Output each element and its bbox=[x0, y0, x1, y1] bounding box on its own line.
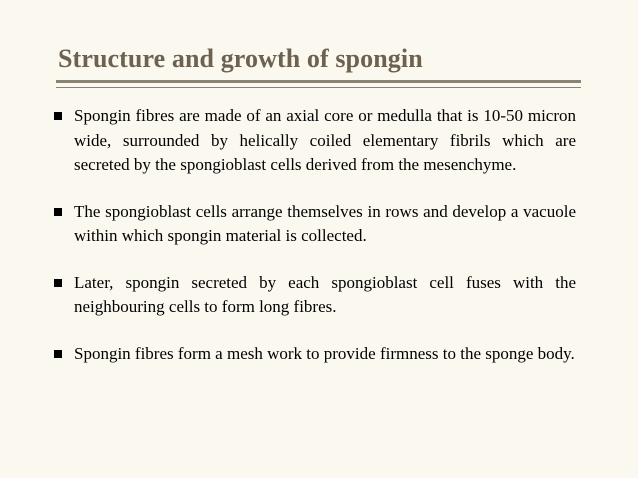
title-underline-thin bbox=[56, 87, 581, 88]
square-bullet-icon bbox=[54, 350, 62, 358]
title-underline-thick bbox=[56, 80, 581, 83]
bullet-item bbox=[54, 104, 576, 178]
bullet-text: Later, spongin secreted by each spongioblast cell fuses with the neighbouring cells to form long fibres. bbox=[74, 272, 576, 316]
square-bullet-icon bbox=[54, 112, 62, 120]
bullet-item bbox=[54, 200, 576, 249]
bullet-list bbox=[54, 104, 576, 388]
bullet-text: Spongin fibres are made of an axial core or medulla that is 10-50 micron wide, surrounded by helically coiled elementary fibrils which are secreted by the spongioblast cells derived from the mesenchyme. bbox=[74, 106, 576, 174]
bullet-text: The spongioblast cells arrange themselves in rows and develop a vacuole within which spongin material is collected. bbox=[74, 201, 576, 245]
bullet-item bbox=[54, 271, 576, 320]
bullet-text: Spongin fibres form a mesh work to provide firmness to the sponge body. bbox=[74, 343, 575, 363]
square-bullet-icon bbox=[54, 279, 62, 287]
slide-title: Structure and growth of spongin bbox=[58, 44, 423, 73]
square-bullet-icon bbox=[54, 208, 62, 216]
bullet-item bbox=[54, 342, 576, 367]
